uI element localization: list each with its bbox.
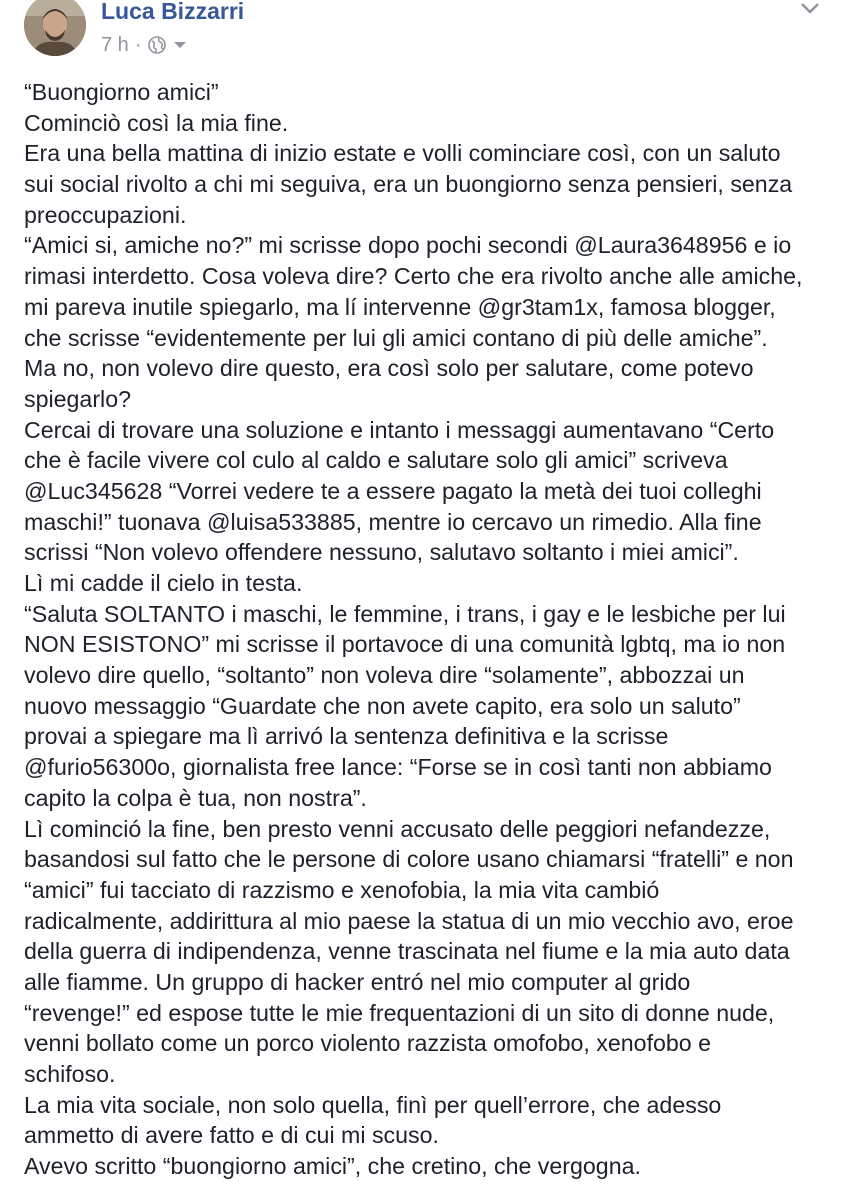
post-line: Cominciò così la mia fine. [24,109,289,136]
globe-icon[interactable] [147,35,167,55]
post-line: Lì mi cadde il cielo in testa. [24,570,303,596]
post-line: scrissi “Non volevo offendere nessuno, salutavo soltanto i miei amici”. [24,539,739,566]
post-line: Ma no, non volevo dire questo, era così solo per salutare, come potevo [24,355,754,382]
post-line: che è facile vivere col culo al caldo e salutare solo gli amici” scriveva [24,447,728,474]
post-line: della guerra di indipendenza, venne trascinata nel fiume e la mia auto data [24,938,790,965]
post-line: “Saluta SOLTANTO i maschi, le femmine, i trans, i gay e le lesbiche per lui [24,600,786,627]
post-line: provai a spiegare ma lì arrivó la sentenza definitiva e la scrisse [24,723,669,750]
post-line: “Buongiorno amici” [24,79,219,105]
profile-photo-icon [24,0,86,56]
post-line: spiegarlo? [24,385,131,412]
post-line: @furio56300o, giornalista free lance: “Forse se in così tanti non abbiamo [24,754,772,781]
post-line: Cercai di trovare una soluzione e intanto i messaggi aumentavano “Certo [24,416,775,443]
post-line: capito la colpa è tua, non nostra”. [24,784,367,811]
post-line: nuovo messaggio “Guardate che non avete capito, era solo un saluto” [24,692,741,719]
post-line: Avevo scritto “buongiorno amici”, che cretino, che vergogna. [24,1153,641,1180]
post-line: Lì cominció la fine, ben presto venni accusato delle peggiori nefandezze, [24,815,771,842]
post-line: schifoso. [24,1061,116,1087]
post-line: “revenge!” ed espose tutte le mie frequentazioni di un sito di donne nude, [24,999,775,1026]
meta-separator: · [134,33,142,56]
post-line: Era una bella mattina di inizio estate e volli cominciare così, con un saluto [24,140,781,167]
post-header [0,0,854,70]
post-line: venni bollato come un porco violento razzista omofobo, xenofobo e [24,1030,712,1057]
post-line: @Luc345628 “Vorrei vedere te a essere pagato la metà dei tuoi colleghi [24,477,762,504]
caret-down-icon[interactable] [173,40,187,50]
more-options-icon[interactable] [790,0,830,20]
post-line: che scrisse “evidentemente per lui gli amici contano di più delle amiche”. [24,324,768,351]
post-line: NON ESISTONO” mi scrisse il portavoce di una comunità lgbtq, ma io non [24,631,786,658]
post-line: basandosi sul fatto che le persone di colore usano chiamarsi “fratelli” e non [24,846,794,873]
post-line: sui social rivolto a chi mi seguiva, era un buongiorno senza pensieri, senza [24,171,793,198]
post-timestamp[interactable]: 7 h [101,33,129,56]
avatar[interactable] [24,0,86,56]
post-line: mi pareva inutile spiegarlo, ma lí intervenne @gr3tam1x, famosa blogger, [24,293,776,320]
post-line: preoccupazioni. [24,201,187,228]
post-line: “Amici si, amiche no?” mi scrisse dopo pochi secondi @Laura3648956 e io [24,232,792,259]
post-line: maschi!” tuonava @luisa533885, mentre io cercavo un rimedio. Alla fine [24,508,762,535]
post-line: ammetto di avere fatto e di cui mi scuso. [24,1122,439,1149]
author-name[interactable]: Luca Bizzarri [101,0,245,24]
post-line: La mia vita sociale, non solo quella, finì per quell’errore, che adesso [24,1091,722,1118]
post-line: radicalmente, addirittura al mio paese la statua di un mio vecchio avo, eroe [24,907,794,934]
post-line: volevo dire quello, “soltanto” non voleva dire “solamente”, abbozzai un [24,662,745,689]
post-line: alle fiamme. Un gruppo di hacker entró nel mio computer al grido [24,968,691,995]
post-line: “amici” fui tacciato di razzismo e xenofobia, la mia vita cambió [24,876,660,903]
post-text [24,77,840,1182]
post-meta [101,33,187,57]
post-line: rimasi interdetto. Cosa voleva dire? Certo che era rivolto anche alle amiche, [24,263,803,290]
